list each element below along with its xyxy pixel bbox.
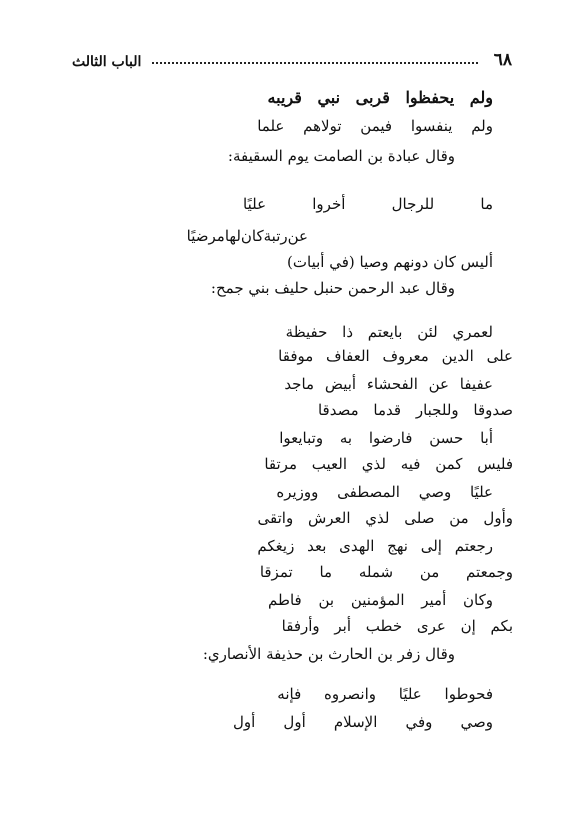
chapter-title: الباب الثالث	[72, 54, 142, 70]
verse-line: ولم ينفسوا فيمن تولاهم علما	[257, 117, 493, 135]
verse-word: أول	[283, 713, 306, 731]
verse-line: وكان أمير المؤمنين بن فاطم	[268, 591, 493, 609]
verse-line: عليًا وصي المصطفى ووزيره	[276, 483, 493, 501]
verse-word: وصي	[460, 713, 493, 731]
narration-line: وقال زفر بن الحارث بن حذيفة الأنصاري:	[202, 645, 455, 663]
verse-word: الإسلام	[333, 713, 378, 731]
verse-word: رتبة	[263, 227, 288, 245]
verse-hemistich	[73, 194, 493, 214]
verse-line: بكم إن عرى خطب أبر وأرفقا	[281, 617, 513, 635]
narration-line: وقال عبادة بن الصامت يوم السقيفة:	[227, 147, 455, 165]
verse-line: وجمعتم من شمله ما تمزقا	[259, 563, 513, 581]
verse-line: رجعتم إلى نهج الهدى بعد زيغكم	[257, 537, 493, 555]
verse-hemistich	[73, 226, 493, 246]
verse-word: كان	[240, 227, 264, 245]
page-header	[72, 50, 512, 76]
verse-line: عفيفا عن الفحشاء أبيض ماجد	[284, 375, 493, 393]
verse-word: أخروا	[312, 195, 346, 213]
verse-line: على الدين معروف العفاف موفقا	[278, 347, 513, 365]
verse-line: وأول من صلى لذي العرش واتقى	[257, 509, 513, 527]
verse-line: فحوطوا عليًا وانصروه فإنه	[277, 685, 493, 703]
verse-word: للرجال	[391, 195, 435, 213]
verse-line: ولم يحفظوا قربى نبي قريبه	[267, 88, 493, 107]
verse-line: فليس كمن فيه لذي العيب مرتقا	[264, 455, 513, 473]
verse-word: عليًا	[243, 195, 267, 213]
verse-line: أبا حسن فارضوا به وتبايعوا	[279, 429, 493, 447]
verse-line: صدوقا وللجبار قدما مصدقا	[317, 401, 513, 419]
page-number: ٦٨	[493, 50, 512, 70]
narration-line: وقال عبد الرحمن حنبل حليف بني جمح:	[210, 279, 455, 297]
verse-word: ما	[480, 195, 493, 213]
verse-word: أول	[233, 713, 256, 731]
verse-word: مرضيًا	[186, 227, 225, 245]
verse-word: عن	[287, 227, 308, 245]
header-dotted-leader	[152, 62, 478, 64]
verse-line: لعمري لئن بايعتم ذا حفيظة	[285, 323, 493, 341]
verse-hemistich	[73, 712, 493, 732]
verse-word: وفي	[405, 713, 433, 731]
verse-word: لها	[224, 227, 241, 245]
narration-line: أليس كان دونهم وصيا (في أبيات)	[287, 253, 493, 271]
